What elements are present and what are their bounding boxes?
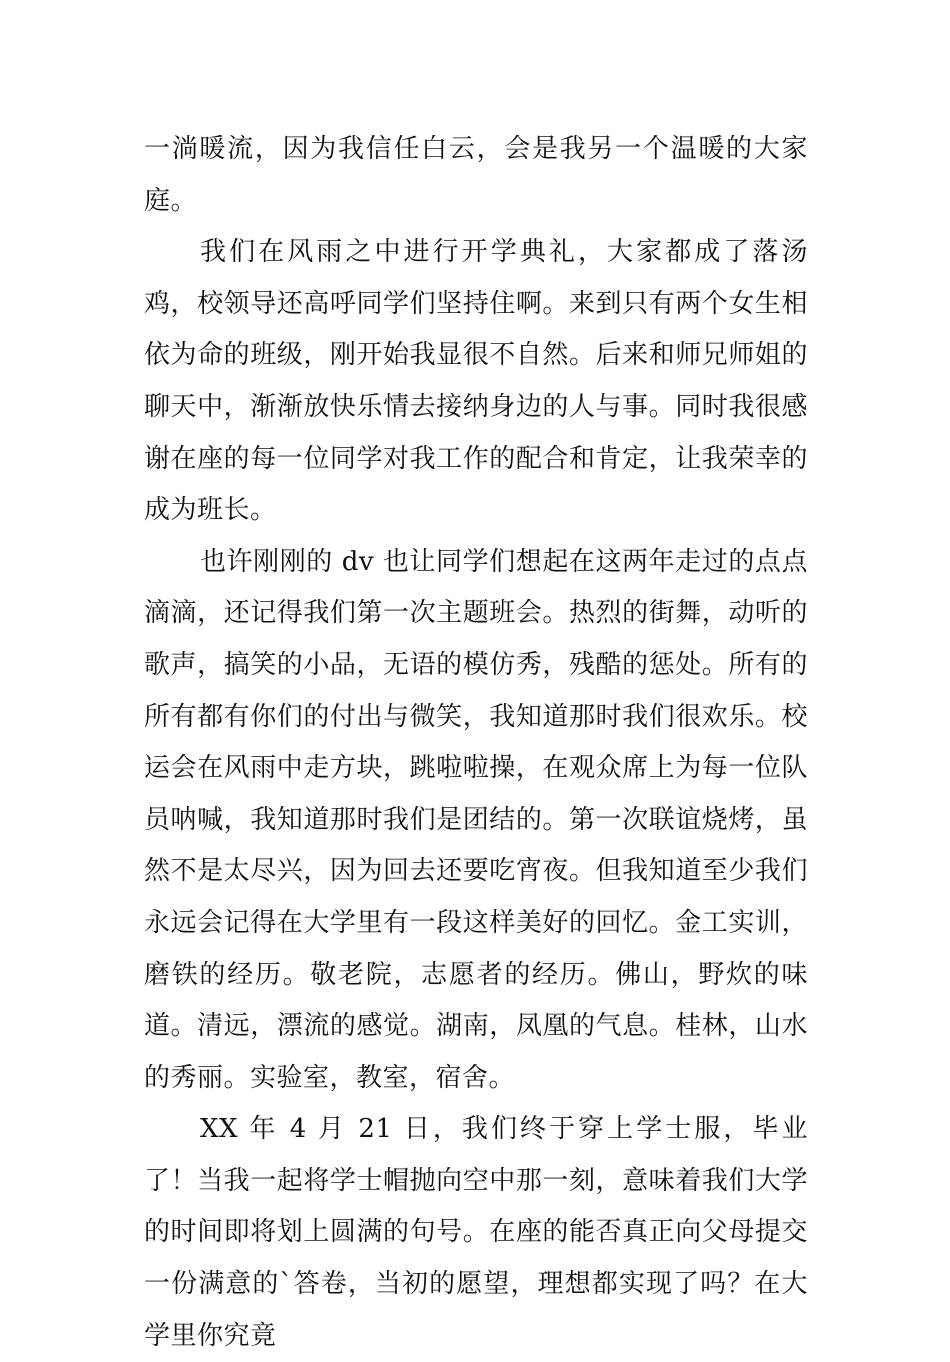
paragraph-continuation: 一淌暖流，因为我信任白云，会是我另一个温暖的大家庭。 — [144, 134, 808, 216]
paragraph-graduation: XX 年 4 月 21 日，我们终于穿上学士服，毕业了！当我一起将学士帽抛向空中那一刻，意味着我们大学的时间即将划上圆满的句号。在座的能否真正向父母提交一份满意的`答卷，当初的愿望，理想都实现了吗？在大学里你究竟 — [144, 1114, 808, 1351]
paragraph-memories: 也许刚刚的 dv 也让同学们想起在这两年走过的点点滴滴，还记得我们第一次主题班会。热烈的街舞，动听的歌声，搞笑的小品，无语的模仿秀，残酷的惩处。所有的所有都有你们的付出与微笑，我知道那时我们很欢乐。校运会在风雨中走方块，跳啦啦操，在观众席上为每一位队员呐喊，我知道那时我们是团结的。第一次联谊烧烤，虽然不是太尽兴，因为回去还要吃宵夜。但我知道至少我们永远会记得在大学里有一段这样美好的回忆。金工实训，磨铁的经历。敬老院，志愿者的经历。佛山，野炊的味道。清远，漂流的感觉。湖南，凤凰的气息。桂林，山水的秀丽。实验室，教室，宿舍。 — [144, 546, 808, 1093]
document-body — [144, 124, 808, 1362]
paragraph-opening-ceremony: 我们在风雨之中进行开学典礼，大家都成了落汤鸡，校领导还高呼同学们坚持住啊。来到只有两个女生相依为命的班级，刚开始我显很不自然。后来和师兄师姐的聊天中，渐渐放快乐情去接纳身边的人与事。同时我很感谢在座的每一位同学对我工作的配合和肯定，让我荣幸的成为班长。 — [144, 237, 808, 526]
